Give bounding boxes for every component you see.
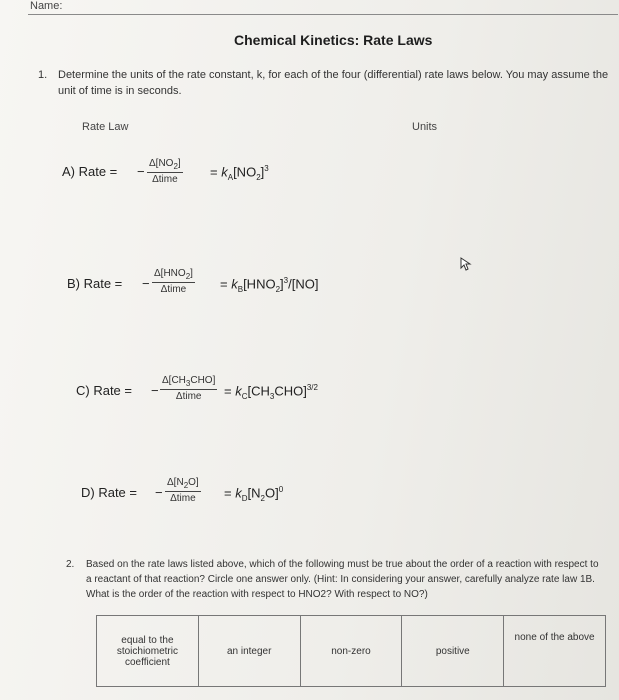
- rate-law-c-rhs: = $k_C[CH_3CHO]^{3/2}$: [224, 383, 318, 401]
- page-title: Chemical Kinetics: Rate Laws: [234, 32, 433, 48]
- rate-law-d-rhs: = $k_D[N_2O]^0$: [224, 485, 284, 503]
- rate-law-c-fraction: $\Delta[CH_3CHO]$ Δtime: [162, 375, 216, 402]
- answer-option-positive[interactable]: positive: [402, 616, 504, 686]
- rate-law-a-fraction: $\Delta[NO_2]$ Δtime: [149, 158, 181, 185]
- rate-law-b-rhs: = $k_B[HNO_2]^3/[NO]$: [220, 276, 319, 294]
- rate-law-b-label: B) Rate =: [67, 276, 123, 291]
- rate-law-d-fraction: $\Delta[N_2O]$ Δtime: [167, 477, 199, 504]
- rate-law-header: Rate Law: [82, 121, 129, 133]
- rate-law-a-label: A) Rate =: [62, 164, 118, 179]
- answer-option-none[interactable]: none of the above: [514, 632, 595, 643]
- minus-sign: −: [137, 164, 145, 179]
- rate-law-b-fraction: $\Delta[HNO_2]$ Δtime: [154, 268, 193, 295]
- question-1-text: Determine the units of the rate constant, k, for each of the four (differential) rate laws below. You may assume the unit of time is in seconds.: [58, 69, 609, 97]
- name-label: Name:: [30, 0, 63, 12]
- answer-choices-table: [96, 615, 606, 687]
- name-line: [28, 14, 618, 15]
- answer-option-non-zero[interactable]: non-zero: [301, 616, 403, 686]
- rate-law-d-label: D) Rate =: [81, 485, 137, 500]
- answer-option-integer[interactable]: an integer: [199, 616, 301, 686]
- minus-sign: −: [151, 383, 159, 398]
- question-1-number: 1.: [38, 69, 48, 81]
- question-2-text: Based on the rate laws listed above, which of the following must be true about the order of a reaction with respect to a reactant of that reaction? Circle one answer only. (Hint: In considering your answer, carefully analyze rate law 1B. What is the order of the reaction with respect to HNO2? With respect to NO?): [86, 559, 599, 600]
- question-2-number: 2.: [66, 559, 75, 570]
- minus-sign: −: [142, 276, 150, 291]
- answer-option-stoichiometric[interactable]: equal to the stoichiometric coefficient: [97, 616, 199, 686]
- mouse-pointer-icon: [460, 257, 472, 271]
- rate-law-c-label: C) Rate =: [76, 383, 132, 398]
- rate-law-a-rhs: = $k_A[NO_2]^3$: [210, 164, 269, 182]
- units-header: Units: [412, 121, 438, 133]
- minus-sign: −: [155, 485, 163, 500]
